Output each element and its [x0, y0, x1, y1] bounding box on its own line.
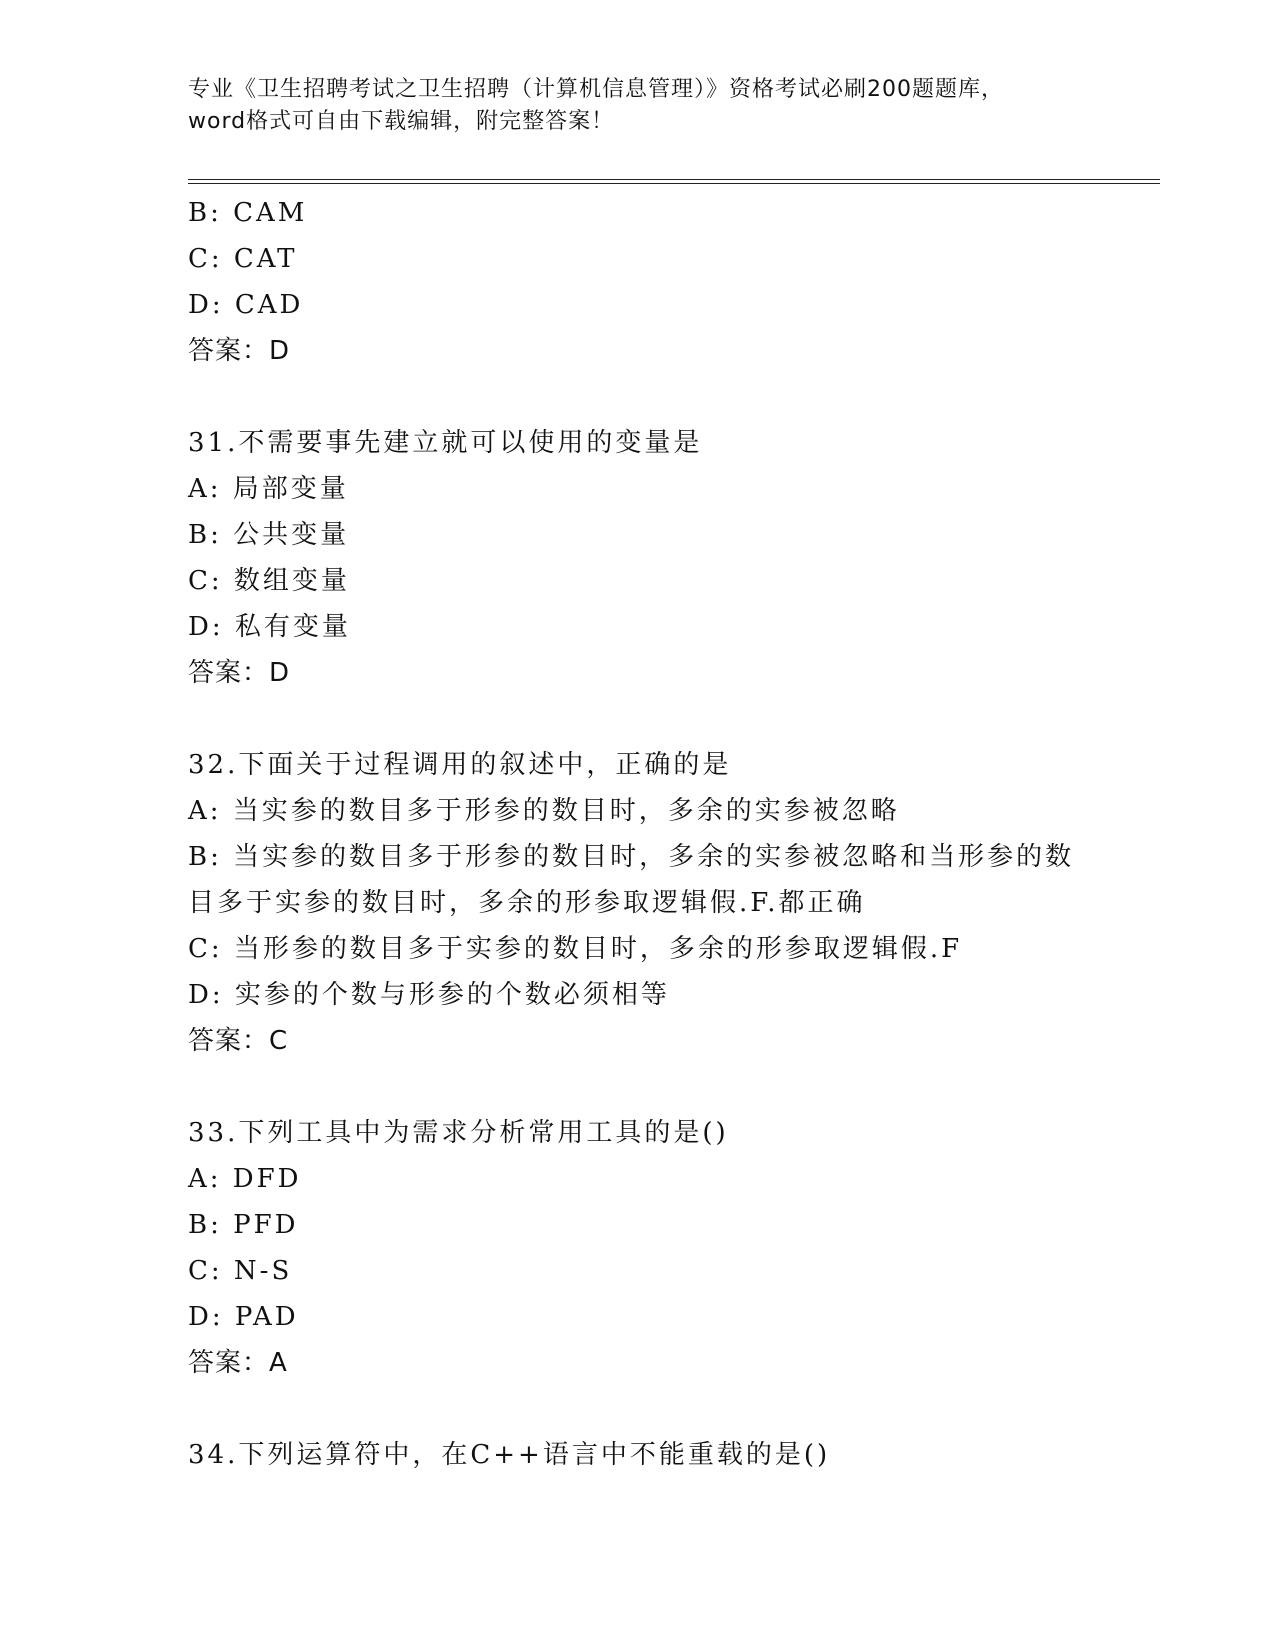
header-divider-bottom [188, 183, 1160, 184]
question-33 [188, 1110, 1088, 1386]
question-30-option-b: B: CAM [188, 198, 308, 228]
question-34 [188, 1432, 1088, 1478]
question-32-option-d: D: 实参的个数与形参的个数必须相等 [188, 980, 670, 1010]
question-31 [188, 420, 1088, 696]
question-32-stem: 32.下面关于过程调用的叙述中，正确的是 [188, 750, 732, 780]
question-33-answer: 答案：A [188, 1348, 288, 1378]
question-33-stem: 33.下列工具中为需求分析常用工具的是() [188, 1118, 729, 1148]
question-34-stem: 34.下列运算符中，在C++语言中不能重载的是() [188, 1440, 831, 1470]
spacer [188, 374, 1088, 420]
question-list [188, 190, 1088, 1478]
header-title-line-2: word格式可自由下载编辑，附完整答案！ [188, 109, 615, 134]
question-31-option-a: A: 局部变量 [188, 474, 349, 504]
header-divider-top [188, 179, 1160, 180]
question-33-option-b: B: PFD [188, 1210, 299, 1240]
question-33-option-d: D: PAD [188, 1302, 299, 1332]
question-30-answer: 答案：D [188, 336, 291, 366]
spacer [188, 1064, 1088, 1110]
spacer [188, 1386, 1088, 1432]
question-30-option-c: C: CAT [188, 244, 298, 274]
question-30-tail [188, 190, 1088, 374]
question-33-option-c: C: N-S [188, 1256, 293, 1286]
question-31-option-d: D: 私有变量 [188, 612, 351, 642]
document-header [188, 74, 1088, 138]
question-31-answer: 答案：D [188, 658, 291, 688]
question-32 [188, 742, 1088, 1064]
question-32-option-a: A: 当实参的数目多于形参的数目时，多余的实参被忽略 [188, 796, 900, 826]
question-32-option-b: B: 当实参的数目多于形参的数目时，多余的实参被忽略和当形参的数 [188, 842, 1075, 872]
question-32-answer: 答案：C [188, 1026, 289, 1056]
question-32-option-b-continued: 目多于实参的数目时，多余的形参取逻辑假.F.都正确 [188, 888, 866, 918]
question-31-stem: 31.不需要事先建立就可以使用的变量是 [188, 428, 703, 458]
question-32-option-c: C: 当形参的数目多于实参的数目时，多余的形参取逻辑假.F [188, 934, 963, 964]
question-30-option-d: D: CAD [188, 290, 304, 320]
spacer [188, 696, 1088, 742]
question-33-option-a: A: DFD [188, 1164, 302, 1194]
question-31-option-c: C: 数组变量 [188, 566, 350, 596]
question-31-option-b: B: 公共变量 [188, 520, 350, 550]
header-title-line-1: 专业《卫生招聘考试之卫生招聘（计算机信息管理）》资格考试必刷200题题库， [188, 77, 1004, 102]
